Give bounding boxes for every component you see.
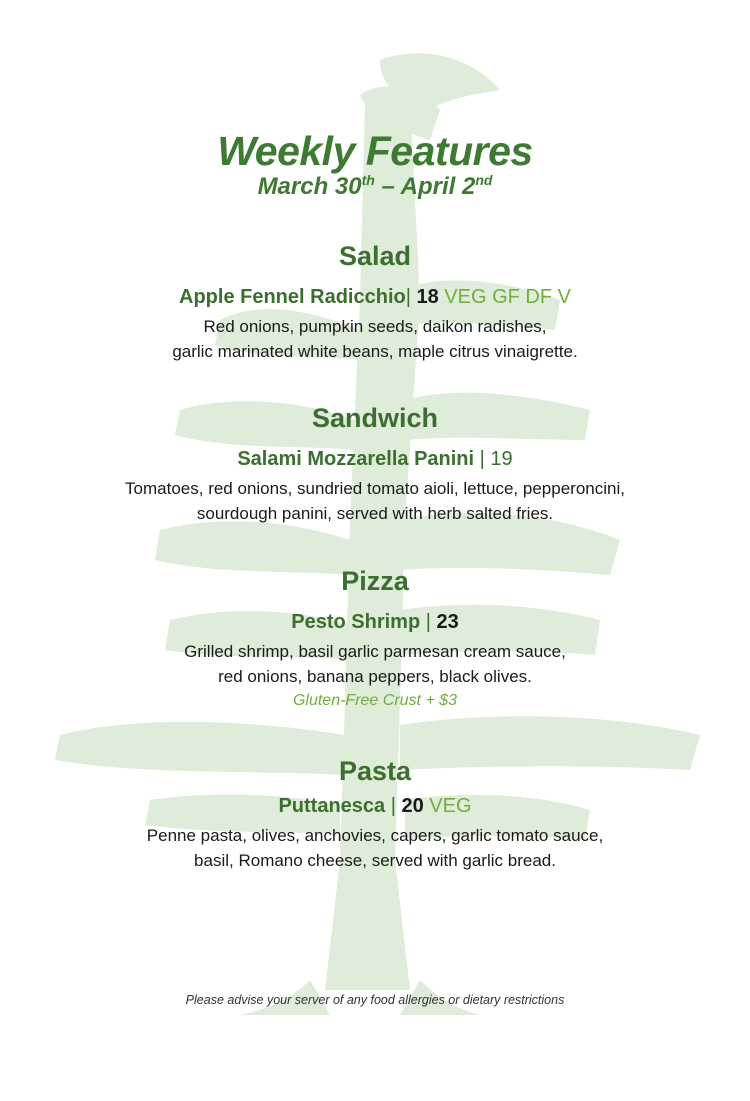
item-description	[0, 823, 750, 873]
description-line: garlic marinated white beans, maple citrus vinaigrette.	[172, 342, 578, 361]
item-separator: |	[405, 286, 411, 308]
date-start-suffix: th	[361, 172, 375, 188]
item-price: 18	[416, 286, 439, 308]
menu-item-title	[0, 609, 750, 635]
description-line: sourdough panini, served with herb salted fries.	[196, 504, 554, 523]
section-pizza	[0, 565, 750, 713]
menu-item-title	[0, 284, 750, 310]
section-sandwich	[0, 402, 750, 526]
item-description	[0, 476, 750, 526]
date-range	[0, 172, 750, 202]
item-price: 23	[436, 611, 459, 633]
description-line: basil, Romano cheese, served with garlic bread.	[194, 851, 556, 870]
item-description	[0, 314, 750, 364]
category-heading: Pasta	[338, 756, 412, 786]
date-separator: –	[374, 173, 401, 200]
date-end: April 2	[400, 173, 476, 200]
menu-item-title	[0, 793, 750, 819]
category-heading: Salad	[338, 241, 412, 271]
description-line: Red onions, pumpkin seeds, daikon radishes,	[203, 317, 547, 336]
description-line: red onions, banana peppers, black olives.	[218, 667, 532, 686]
item-description	[0, 639, 750, 689]
allergy-note: Please advise your server of any food allergies or dietary restrictions	[185, 993, 565, 1007]
item-name: Salami Mozzarella Panini	[237, 448, 475, 470]
date-start: March 30	[257, 173, 362, 200]
category-heading: Sandwich	[311, 403, 439, 433]
dietary-tags: VEG GF DF V	[444, 286, 571, 308]
item-separator: |	[390, 795, 396, 817]
date-end-suffix: nd	[475, 172, 493, 188]
description-line: Tomatoes, red onions, sundried tomato aioli, lettuce, pepperoncini,	[125, 479, 625, 498]
page-title: Weekly Features	[217, 128, 533, 174]
item-note: Gluten-Free Crust + $3	[292, 692, 458, 709]
description-line: Grilled shrimp, basil garlic parmesan cream sauce,	[184, 642, 566, 661]
item-name: Apple Fennel Radicchio	[179, 286, 406, 308]
item-separator: |	[479, 448, 485, 470]
item-price: 19	[490, 448, 513, 470]
description-line: Penne pasta, olives, anchovies, capers, garlic tomato sauce,	[146, 826, 604, 845]
item-name: Puttanesca	[278, 795, 386, 817]
dietary-tags: VEG	[429, 795, 472, 817]
category-heading: Pizza	[341, 566, 409, 596]
menu-item-title	[0, 446, 750, 472]
section-salad	[0, 240, 750, 364]
section-pasta	[0, 755, 750, 873]
item-name: Pesto Shrimp	[291, 611, 421, 633]
item-separator: |	[425, 611, 431, 633]
item-price: 20	[401, 795, 424, 817]
